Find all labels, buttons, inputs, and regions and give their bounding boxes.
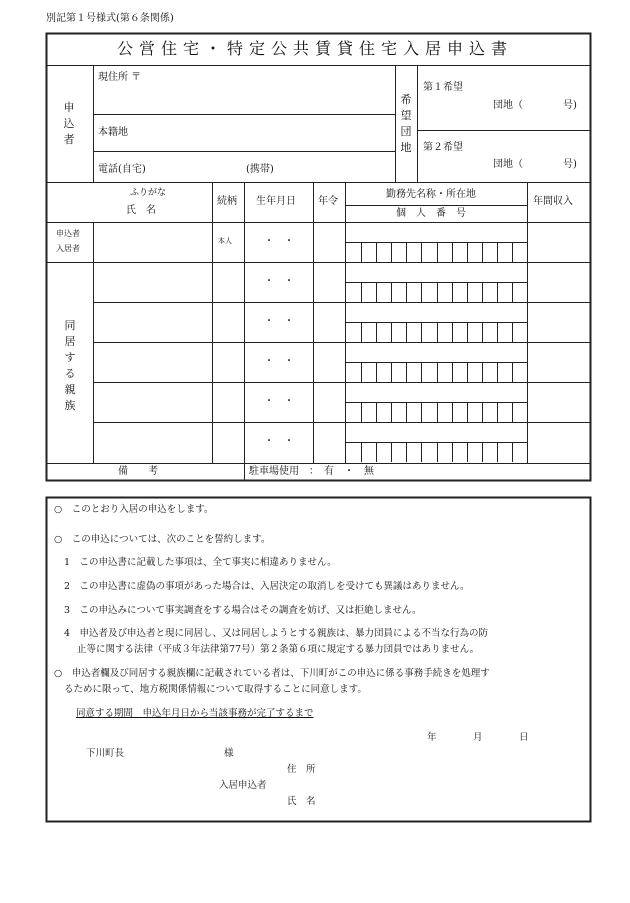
resident-row-label: 入居者 <box>56 244 80 253</box>
income-header: 年間収入 <box>533 196 573 207</box>
personal-number-grid <box>362 242 513 462</box>
applicant-row-label: 申込者 <box>56 229 80 238</box>
dob-dots: ・ ・ <box>264 436 294 447</box>
first-choice-label: 第１希望 <box>423 82 463 93</box>
declaration-pledge: ○ この申込については、次のことを誓約します。 <box>54 534 271 545</box>
domicile-label: 本籍地 <box>98 127 128 138</box>
first-go-label: 号) <box>563 100 577 111</box>
first-danchi-label: 団地（ <box>493 100 523 111</box>
phone-mobile-label: (携帯) <box>246 164 274 175</box>
workplace-header: 勤務先名称・所在地 <box>386 189 476 200</box>
form-title: 公営住宅・特定公共賃貸住宅入居申込書 <box>116 39 513 58</box>
date-year: 年 <box>427 732 437 743</box>
declaration-apply: ○ このとおり入居の申込をします。 <box>54 504 214 515</box>
consent-text: ○ 申込者欄及び同居する親族欄に記載されている者は、下川町がこの申込に係る事務手続きを処理す <box>54 668 490 679</box>
pledge-item-2: 2 この申込書に虚偽の事項があった場合は、入居決定の取消しを受けても異議はありません。 <box>64 581 470 592</box>
pledge-item-1: 1 この申込書に記載した事項は、全て事実に相違ありません。 <box>64 557 337 568</box>
name-header: 氏 名 <box>126 205 156 216</box>
self-label: 本人 <box>218 237 232 245</box>
date-day: 日 <box>519 732 529 743</box>
second-danchi-label: 団地（ <box>493 159 523 170</box>
consent-period: 同意する期間 申込年月日から当該事務が完了するまで <box>76 708 314 719</box>
second-go-label: 号) <box>563 159 577 170</box>
consent-text-cont: るために限って、地方税関係情報について取得することに同意します。 <box>64 684 367 695</box>
signer-address-label: 住 所 <box>287 764 316 775</box>
signer-role-label: 入居申込者 <box>219 780 267 791</box>
pledge-item-4: 4 申込者及び申込者と現に同居し、又は同居しようとする親族は、暴力団員による不当な行為の防 <box>64 628 489 639</box>
remarks-label: 備 考 <box>118 466 158 477</box>
age-header: 年令 <box>318 196 338 207</box>
family-section-label: 同居する親族 <box>64 319 76 412</box>
parking-label: 駐車場使用 ： 有 ・ 無 <box>249 466 374 477</box>
address-label: 現住所 〒 <box>98 72 142 83</box>
dob-dots: ・ ・ <box>264 356 294 367</box>
dob-dots: ・ ・ <box>264 276 294 287</box>
form-id-label: 別記第１号様式(第６条関係) <box>46 13 174 24</box>
signer-name-label: 氏 名 <box>287 796 316 807</box>
pledge-item-3: 3 この申込みについて事実調査をする場合はその調査を妨げ、又は拒絶しません。 <box>64 605 422 616</box>
dob-header: 生年月日 <box>256 196 296 207</box>
dob-dots: ・ ・ <box>264 396 294 407</box>
date-month: 月 <box>473 732 483 743</box>
pledge-item-4-cont: 止等に関する法律（平成３年法律第77号）第２条第６項に規定する暴力団員ではありません。 <box>77 644 480 655</box>
applicant-section-label: 申込者 <box>63 101 75 146</box>
second-choice-label: 第２希望 <box>423 142 463 153</box>
dob-dots: ・ ・ <box>264 316 294 327</box>
furigana-header: ふりがな <box>130 188 167 198</box>
relation-header: 続柄 <box>217 196 237 207</box>
phone-home-label: 電話(自宅) <box>98 164 146 175</box>
dob-dots: ・ ・ <box>264 236 294 247</box>
personal-number-header: 個 人 番 号 <box>396 208 466 219</box>
desired-section-label: 希望団地 <box>400 93 412 154</box>
mayor-label: 下川町長 <box>86 748 125 759</box>
sama-label: 様 <box>224 748 234 759</box>
